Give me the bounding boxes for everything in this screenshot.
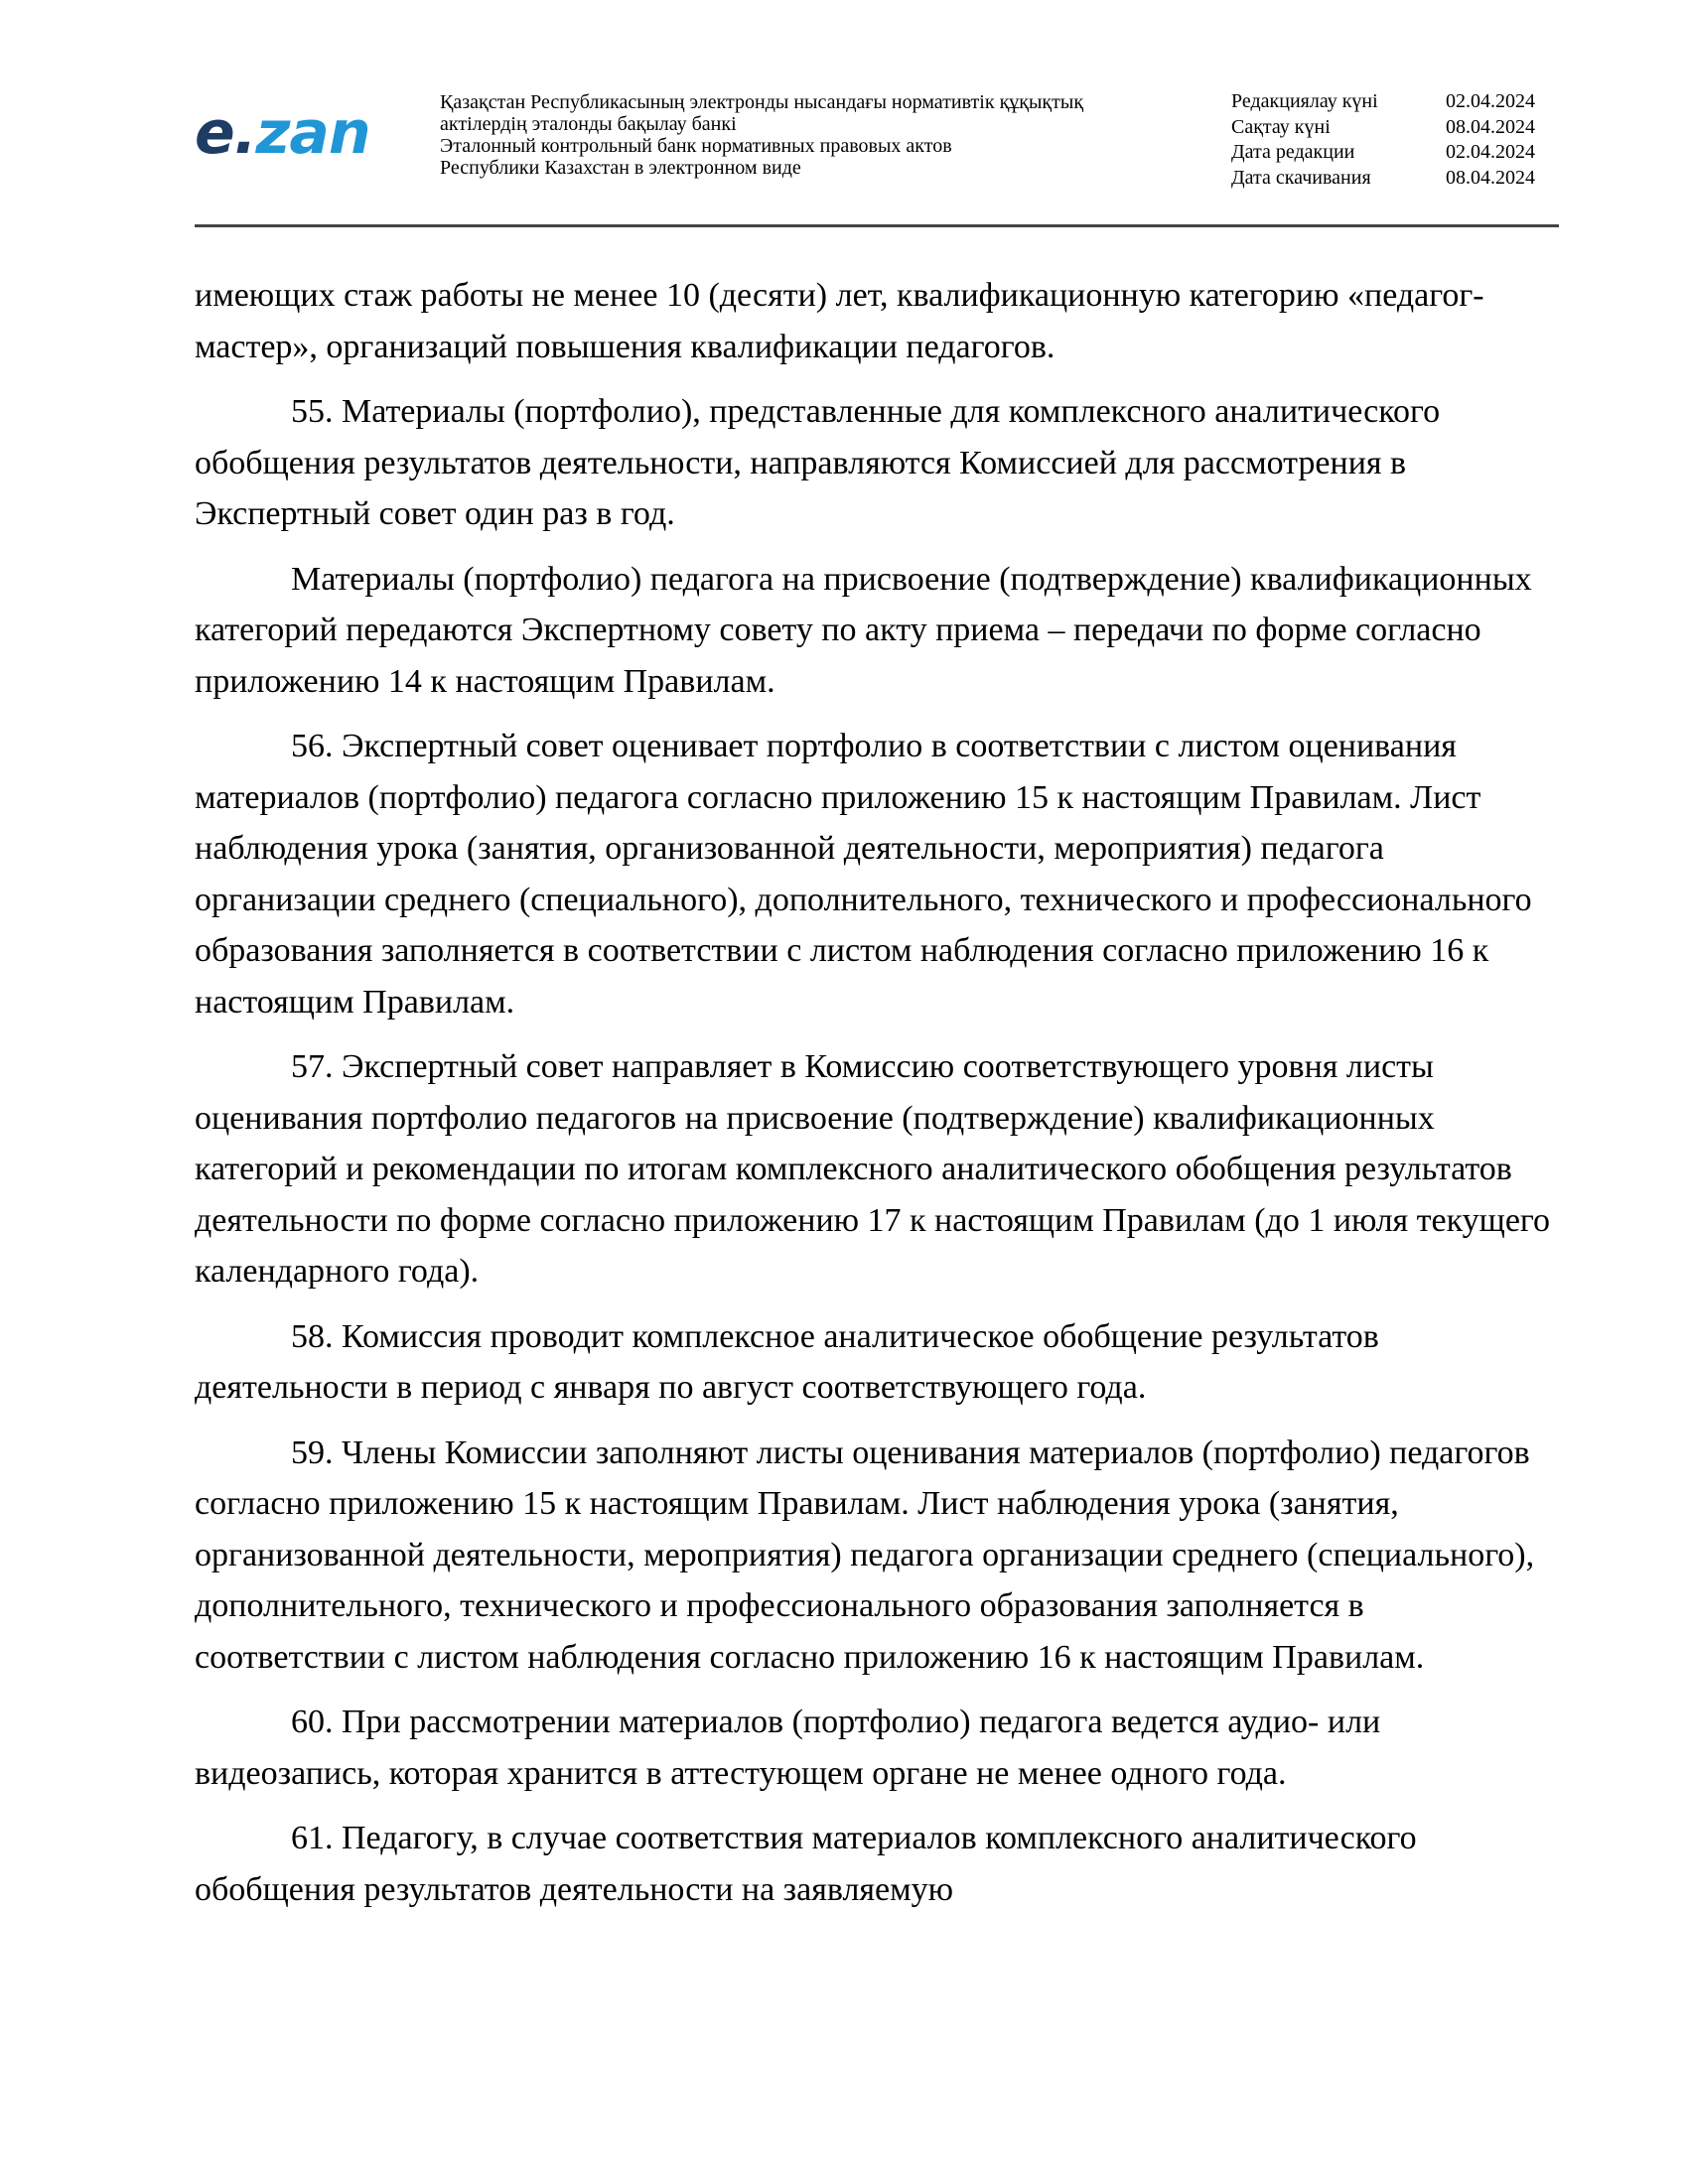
header-date-row — [1231, 115, 1559, 141]
paragraph: 61. Педагогу, в случае соответствия материалов комплексного аналитического обобщения результатов деятельности на заявляемую — [195, 1820, 1417, 1908]
date-label: Сақтау күні — [1231, 115, 1331, 138]
header-description-line: Эталонный контрольный банк нормативных правовых актов — [440, 135, 952, 157]
header-description-line: актілердің эталонды бақылау банкі — [440, 113, 737, 135]
paragraph: 59. Члены Комиссии заполняют листы оценивания материалов (портфолио) педагогов согласно приложению 15 к настоящим Правилам. Лист наблюдения урока (занятия, организованной деятельности, мероприятия) педагога организации среднего (специального), дополнительного, технического и профессионального образования заполняется в соответствии с листом наблюдения согласно приложению 16 к настоящим Правилам. — [195, 1433, 1535, 1676]
ezan-logo — [195, 98, 383, 168]
date-label: Дата редакции — [1231, 141, 1355, 163]
paragraph: 56. Экспертный совет оценивает портфолио в соответствии с листом оценивания материалов (портфолио) педагога согласно приложению 15 к настоящим Правилам. Лист наблюдения урока (занятия, организованной деятельности, мероприятия) педагога организации среднего (специального), дополнительного, технического и профессионального образования заполняется в соответствии с листом наблюдения согласно приложению 16 к настоящим Правилам. — [195, 728, 1532, 1021]
header-divider — [195, 224, 1559, 227]
header-description-line: Республики Казахстан в электронном виде — [440, 157, 801, 179]
date-label: Дата скачивания — [1231, 166, 1371, 189]
paragraph: 60. При рассмотрении материалов (портфолио) педагога ведется аудио- или видеозапись, которая хранится в аттестующем органе не менее одного года. — [195, 1704, 1381, 1792]
header-description-line: Қазақстан Республикасының электронды нысандағы нормативтік құқықтық — [440, 91, 1084, 113]
paragraph: 58. Комиссия проводит комплексное аналитическое обобщение результатов деятельности в период с января по август соответствующего года. — [195, 1317, 1379, 1406]
header-description — [440, 91, 1175, 179]
header-date-row — [1231, 166, 1559, 192]
paragraph: имеющих стаж работы не менее 10 (десяти) лет, квалификационную категорию «педагог-мастер», организаций повышения квалификации педагогов. — [195, 277, 1484, 365]
logo-text: e.zan — [195, 98, 370, 168]
header-dates — [1231, 89, 1559, 191]
paragraph: 57. Экспертный совет направляет в Комиссию соответствующего уровня листы оценивания портфолио педагогов на присвоение (подтверждение) квалификационных категорий и рекомендации по итогам комплексного аналитического обобщения результатов деятельности по форме согласно приложению 17 к настоящим Правилам (до 1 июля текущего календарного года). — [195, 1048, 1551, 1290]
date-value: 02.04.2024 — [1446, 90, 1535, 112]
date-value: 02.04.2024 — [1446, 141, 1535, 163]
date-value: 08.04.2024 — [1446, 166, 1535, 189]
document-body — [195, 270, 1560, 1929]
header-date-row — [1231, 89, 1559, 115]
paragraph: 55. Материалы (портфолио), представленные для комплексного аналитического обобщения результатов деятельности, направляются Комиссией для рассмотрения в Экспертный совет один раз в год. — [195, 393, 1441, 532]
date-value: 08.04.2024 — [1446, 115, 1535, 138]
date-label: Редакциялау күні — [1231, 90, 1378, 112]
paragraph: Материалы (портфолио) педагога на присвоение (подтверждение) квалификационных категорий передаются Экспертному совету по акту приема – передачи по форме согласно приложению 14 к настоящим Правилам. — [195, 560, 1532, 700]
header-date-row — [1231, 140, 1559, 166]
